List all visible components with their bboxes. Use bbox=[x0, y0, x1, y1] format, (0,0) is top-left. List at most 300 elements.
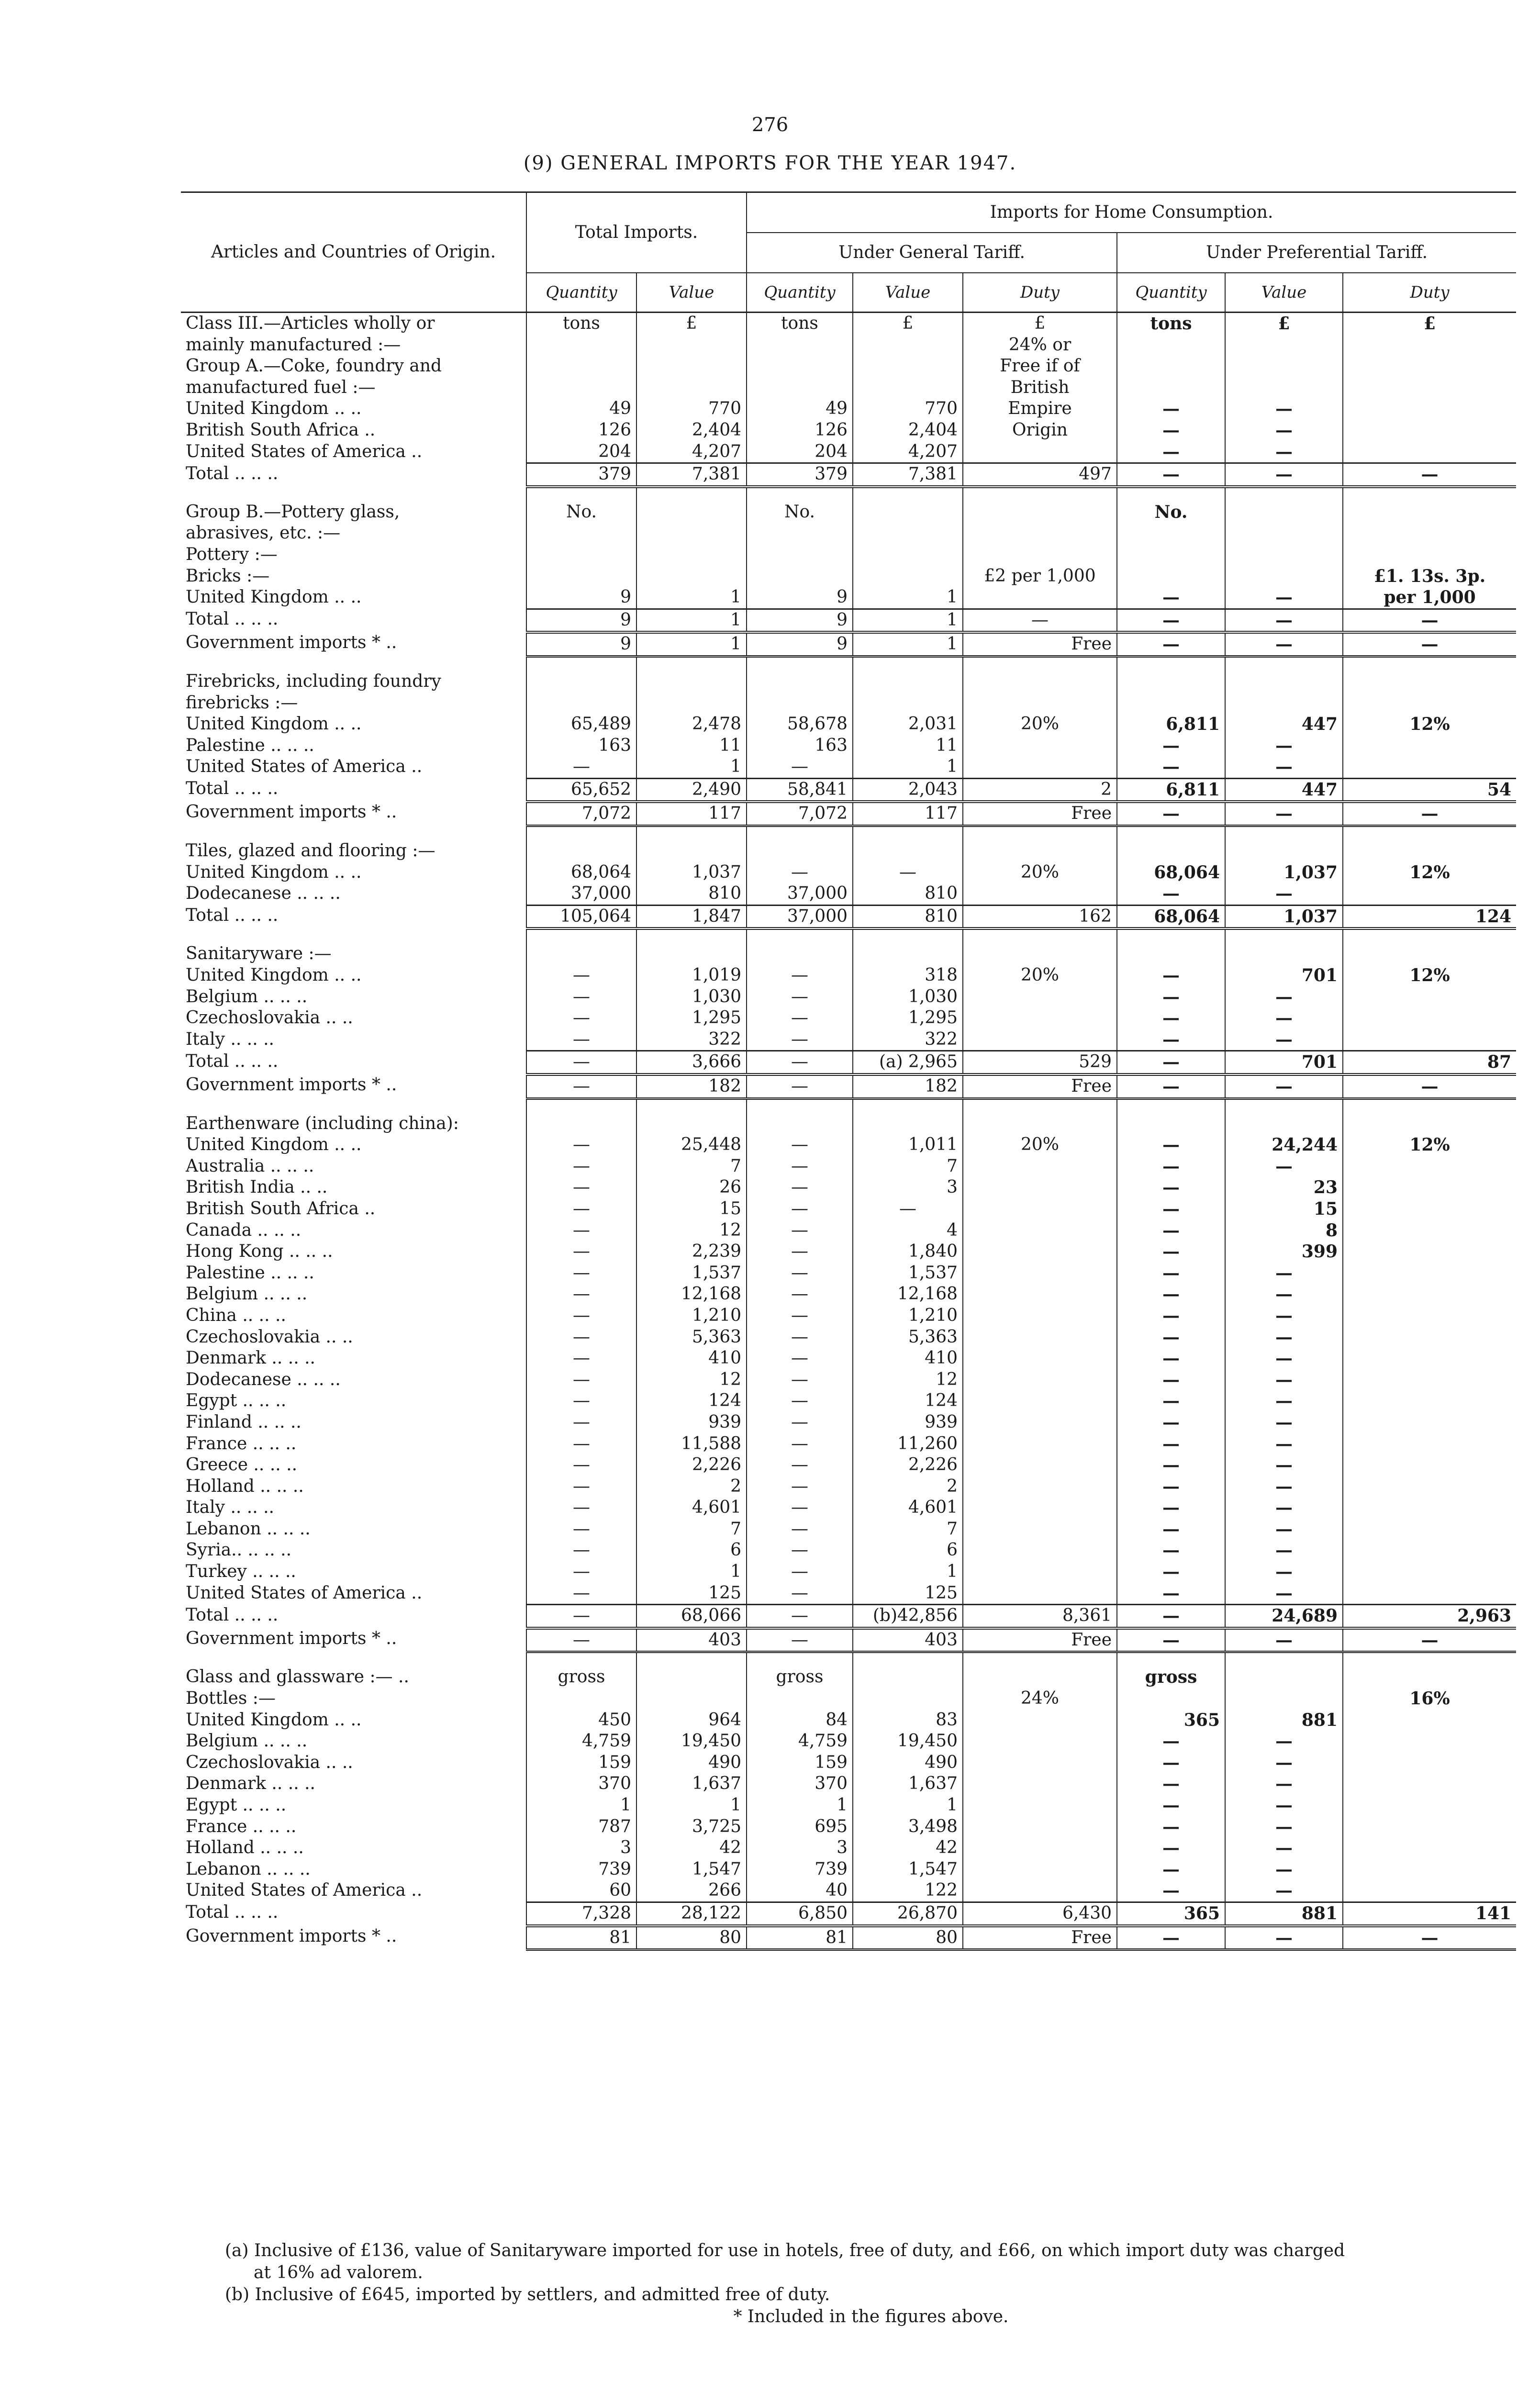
spacer-row bbox=[181, 656, 1516, 671]
cell: 1 bbox=[853, 756, 963, 778]
spacer-row bbox=[181, 487, 1516, 502]
cell: No. bbox=[747, 502, 853, 523]
cell: 6 bbox=[636, 1540, 747, 1561]
cell: 2 bbox=[636, 1476, 747, 1498]
cell bbox=[963, 1816, 1117, 1838]
row-label: Dodecanese .. .. .. bbox=[186, 883, 341, 904]
cell: 68,064 bbox=[1117, 905, 1225, 928]
cell bbox=[963, 671, 1117, 693]
cell: — bbox=[747, 756, 853, 778]
cell: 159 bbox=[526, 1752, 636, 1774]
cell: 16% bbox=[1343, 1688, 1516, 1710]
cell bbox=[963, 756, 1117, 778]
cell: — bbox=[1117, 1816, 1225, 1838]
cell: — bbox=[526, 1561, 636, 1583]
cell: — bbox=[1225, 1390, 1343, 1412]
cell bbox=[1225, 840, 1343, 862]
cell: 739 bbox=[526, 1859, 636, 1880]
cell bbox=[1343, 1454, 1516, 1476]
cell: 1,210 bbox=[853, 1305, 963, 1327]
cell bbox=[1343, 1284, 1516, 1305]
cell bbox=[636, 693, 747, 714]
cell: — bbox=[963, 609, 1117, 632]
cell bbox=[963, 1220, 1117, 1241]
row-label: Palestine .. .. .. bbox=[186, 735, 314, 755]
cell: 80 bbox=[853, 1926, 963, 1950]
cell: — bbox=[1117, 1007, 1225, 1029]
row-label: Glass and glassware :— .. bbox=[186, 1667, 409, 1687]
cell: 2 bbox=[853, 1476, 963, 1498]
cell: 83 bbox=[853, 1710, 963, 1731]
cell: — bbox=[1225, 463, 1343, 487]
row-label: Government imports * .. bbox=[186, 802, 397, 822]
cell: — bbox=[1117, 1773, 1225, 1795]
cell: — bbox=[1117, 1134, 1225, 1156]
cell: — bbox=[1225, 1263, 1343, 1284]
row-label: British India .. .. bbox=[186, 1177, 328, 1197]
row-label: United Kingdom .. .. bbox=[186, 862, 362, 882]
cell bbox=[1343, 1837, 1516, 1859]
cell: — bbox=[747, 1074, 853, 1098]
cell bbox=[1343, 335, 1516, 356]
cell: 4,601 bbox=[853, 1497, 963, 1519]
cell bbox=[526, 335, 636, 356]
cell: 65,652 bbox=[526, 778, 636, 802]
cell: 7,381 bbox=[853, 463, 963, 487]
row-label: Hong Kong .. .. .. bbox=[186, 1241, 333, 1262]
table-row bbox=[181, 398, 1516, 420]
cell: 810 bbox=[853, 905, 963, 928]
header-total-imports: Total Imports. bbox=[526, 193, 747, 273]
cell: £ bbox=[636, 313, 747, 335]
row-label: Class III.—Articles wholly or bbox=[186, 313, 435, 333]
cell bbox=[1117, 671, 1225, 693]
cell: 322 bbox=[853, 1029, 963, 1051]
cell: 26,870 bbox=[853, 1902, 963, 1925]
cell: 68,066 bbox=[636, 1605, 747, 1628]
cell: — bbox=[526, 1156, 636, 1177]
cell: — bbox=[747, 1051, 853, 1074]
cell bbox=[1343, 1263, 1516, 1284]
cell: — bbox=[526, 1241, 636, 1263]
cell: — bbox=[747, 1454, 853, 1476]
cell: — bbox=[1117, 965, 1225, 986]
table-row bbox=[181, 1177, 1516, 1198]
cell: — bbox=[1343, 1628, 1516, 1652]
cell: — bbox=[526, 1134, 636, 1156]
cell: — bbox=[1117, 1605, 1225, 1628]
cell: — bbox=[1117, 1880, 1225, 1902]
cell: 1 bbox=[636, 756, 747, 778]
cell: 4,759 bbox=[526, 1731, 636, 1752]
cell: 58,841 bbox=[747, 778, 853, 802]
cell bbox=[853, 693, 963, 714]
cell: — bbox=[526, 1412, 636, 1433]
cell: — bbox=[526, 1305, 636, 1327]
cell bbox=[963, 1390, 1117, 1412]
cell: 204 bbox=[526, 441, 636, 463]
cell: 4,759 bbox=[747, 1731, 853, 1752]
cell: — bbox=[526, 1583, 636, 1605]
cell: — bbox=[1117, 1369, 1225, 1391]
cell bbox=[636, 377, 747, 399]
cell bbox=[1117, 840, 1225, 862]
cell: — bbox=[1117, 1284, 1225, 1305]
row-label: abrasives, etc. :— bbox=[186, 523, 341, 543]
table-row bbox=[181, 523, 1516, 544]
cell: — bbox=[747, 1134, 853, 1156]
cell bbox=[963, 1540, 1117, 1561]
cell: 1 bbox=[853, 587, 963, 609]
cell: — bbox=[1117, 1859, 1225, 1880]
cell bbox=[963, 1007, 1117, 1029]
cell: £ bbox=[1343, 313, 1516, 335]
cell bbox=[1343, 1305, 1516, 1327]
cell bbox=[1117, 377, 1225, 399]
cell: 54 bbox=[1343, 778, 1516, 802]
cell: 6,850 bbox=[747, 1902, 853, 1925]
cell: — bbox=[1225, 986, 1343, 1008]
cell: 9 bbox=[747, 587, 853, 609]
cell bbox=[963, 1177, 1117, 1198]
government-imports-row bbox=[181, 632, 1516, 656]
cell bbox=[1225, 523, 1343, 544]
cell: 68,064 bbox=[526, 862, 636, 883]
cell bbox=[636, 544, 747, 566]
cell: 1,011 bbox=[853, 1134, 963, 1156]
table-row bbox=[181, 544, 1516, 566]
cell bbox=[963, 1519, 1117, 1540]
table-row bbox=[181, 1348, 1516, 1369]
cell: — bbox=[526, 1051, 636, 1074]
cell: 6,811 bbox=[1117, 714, 1225, 735]
cell: — bbox=[526, 1327, 636, 1348]
cell bbox=[1117, 566, 1225, 587]
cell bbox=[636, 356, 747, 377]
cell: — bbox=[1225, 1731, 1343, 1752]
cell: tons bbox=[747, 313, 853, 335]
cell bbox=[747, 840, 853, 862]
cell bbox=[636, 1688, 747, 1710]
header-articles: Articles and Countries of Origin. bbox=[181, 193, 526, 313]
header-quantity: Quantity bbox=[526, 273, 636, 313]
imports-table bbox=[181, 191, 1516, 1951]
cell: — bbox=[526, 1369, 636, 1391]
header-value: Value bbox=[636, 273, 747, 313]
cell: 939 bbox=[853, 1412, 963, 1433]
cell: — bbox=[526, 1497, 636, 1519]
table-row bbox=[181, 420, 1516, 441]
cell bbox=[1225, 1113, 1343, 1135]
cell bbox=[747, 356, 853, 377]
cell: — bbox=[1225, 1476, 1343, 1498]
table-row bbox=[181, 1880, 1516, 1902]
cell bbox=[1343, 441, 1516, 463]
cell bbox=[853, 544, 963, 566]
cell: 7,381 bbox=[636, 463, 747, 487]
cell: — bbox=[1225, 1007, 1343, 1029]
cell: — bbox=[747, 1198, 853, 1220]
cell: £ bbox=[963, 313, 1117, 335]
cell: 1,537 bbox=[636, 1263, 747, 1284]
table-row bbox=[181, 1816, 1516, 1838]
cell bbox=[963, 1327, 1117, 1348]
cell bbox=[963, 1433, 1117, 1455]
cell bbox=[963, 1773, 1117, 1795]
cell: 3 bbox=[853, 1177, 963, 1198]
cell bbox=[963, 1752, 1117, 1774]
row-label: firebricks :— bbox=[186, 693, 298, 713]
cell: 11 bbox=[853, 735, 963, 757]
cell: — bbox=[1117, 1305, 1225, 1327]
table-row bbox=[181, 313, 1516, 335]
cell: 3 bbox=[526, 1837, 636, 1859]
cell: — bbox=[747, 1433, 853, 1455]
cell: 379 bbox=[526, 463, 636, 487]
cell: — bbox=[1225, 1305, 1343, 1327]
spacer-row bbox=[181, 826, 1516, 841]
cell: — bbox=[1117, 1561, 1225, 1583]
cell: — bbox=[1117, 986, 1225, 1008]
cell bbox=[1343, 1583, 1516, 1605]
row-label: Denmark .. .. .. bbox=[186, 1348, 315, 1368]
row-label: mainly manufactured :— bbox=[186, 335, 401, 355]
cell: 1,637 bbox=[853, 1773, 963, 1795]
cell: 12% bbox=[1343, 714, 1516, 735]
cell bbox=[1225, 544, 1343, 566]
cell bbox=[853, 566, 963, 587]
cell: — bbox=[747, 1177, 853, 1198]
row-label: Italy .. .. .. bbox=[186, 1029, 274, 1049]
cell bbox=[1117, 544, 1225, 566]
cell: 42 bbox=[853, 1837, 963, 1859]
cell: 204 bbox=[747, 441, 853, 463]
cell: — bbox=[1117, 1220, 1225, 1241]
cell: — bbox=[1343, 1926, 1516, 1950]
cell bbox=[636, 1666, 747, 1688]
cell bbox=[1343, 1752, 1516, 1774]
cell: — bbox=[1225, 1327, 1343, 1348]
cell: 87 bbox=[1343, 1051, 1516, 1074]
cell bbox=[747, 544, 853, 566]
cell: gross bbox=[1117, 1666, 1225, 1688]
cell: 124 bbox=[636, 1390, 747, 1412]
cell: 410 bbox=[636, 1348, 747, 1369]
cell: 24% or bbox=[963, 335, 1117, 356]
cell bbox=[1343, 544, 1516, 566]
spacer-row bbox=[181, 928, 1516, 943]
cell: 447 bbox=[1225, 714, 1343, 735]
cell: 1,537 bbox=[853, 1263, 963, 1284]
cell: No. bbox=[526, 502, 636, 523]
table-row bbox=[181, 356, 1516, 377]
cell: 1,037 bbox=[636, 862, 747, 883]
table-row bbox=[181, 1113, 1516, 1135]
cell: — bbox=[1117, 587, 1225, 609]
cell: — bbox=[1225, 587, 1343, 609]
cell bbox=[1117, 1113, 1225, 1135]
cell bbox=[1343, 1880, 1516, 1902]
cell: 1 bbox=[636, 1795, 747, 1816]
cell bbox=[1343, 1710, 1516, 1731]
cell: — bbox=[526, 1177, 636, 1198]
row-label: United Kingdom .. .. bbox=[186, 1710, 362, 1730]
cell bbox=[526, 566, 636, 587]
cell: 126 bbox=[747, 420, 853, 441]
table-row bbox=[181, 1263, 1516, 1284]
cell bbox=[1225, 502, 1343, 523]
cell bbox=[1343, 943, 1516, 965]
footnote-star: * Included in the figures above. bbox=[733, 2307, 1009, 2326]
row-label: Total .. .. .. bbox=[186, 1051, 279, 1071]
cell: 810 bbox=[853, 883, 963, 905]
table-row bbox=[181, 671, 1516, 693]
cell: — bbox=[853, 862, 963, 883]
cell: — bbox=[1117, 1051, 1225, 1074]
cell bbox=[636, 502, 747, 523]
cell: 3,666 bbox=[636, 1051, 747, 1074]
cell: 141 bbox=[1343, 1902, 1516, 1925]
cell: 7 bbox=[853, 1519, 963, 1540]
row-label: United Kingdom .. .. bbox=[186, 714, 362, 734]
cell: 403 bbox=[636, 1628, 747, 1652]
cell: — bbox=[747, 1220, 853, 1241]
cell bbox=[1343, 1497, 1516, 1519]
cell: 1,019 bbox=[636, 965, 747, 986]
table-row bbox=[181, 1773, 1516, 1795]
cell bbox=[747, 943, 853, 965]
row-label: Australia .. .. .. bbox=[186, 1156, 314, 1176]
cell: — bbox=[747, 1540, 853, 1561]
cell: — bbox=[747, 965, 853, 986]
cell: — bbox=[526, 1029, 636, 1051]
cell: tons bbox=[526, 313, 636, 335]
cell bbox=[526, 523, 636, 544]
cell bbox=[1343, 1029, 1516, 1051]
cell: — bbox=[1117, 1519, 1225, 1540]
cell: — bbox=[1225, 735, 1343, 757]
table-row bbox=[181, 1688, 1516, 1710]
cell bbox=[853, 377, 963, 399]
cell: 37,000 bbox=[747, 883, 853, 905]
cell bbox=[1225, 943, 1343, 965]
cell: Free if of bbox=[963, 356, 1117, 377]
cell: 23 bbox=[1225, 1177, 1343, 1198]
cell: 490 bbox=[853, 1752, 963, 1774]
cell bbox=[1225, 377, 1343, 399]
cell: 2,239 bbox=[636, 1241, 747, 1263]
table-row bbox=[181, 1220, 1516, 1241]
cell: — bbox=[747, 1390, 853, 1412]
cell: 7,328 bbox=[526, 1902, 636, 1925]
cell bbox=[1225, 1688, 1343, 1710]
cell: £ bbox=[853, 313, 963, 335]
cell: 15 bbox=[1225, 1198, 1343, 1220]
cell: — bbox=[526, 1074, 636, 1098]
row-label: Earthenware (including china): bbox=[186, 1113, 459, 1133]
row-label: Belgium .. .. .. bbox=[186, 1731, 308, 1751]
cell bbox=[526, 943, 636, 965]
cell: Free bbox=[963, 802, 1117, 826]
cell bbox=[1343, 1666, 1516, 1688]
cell bbox=[1117, 1688, 1225, 1710]
cell: 3,498 bbox=[853, 1816, 963, 1838]
cell: 1,295 bbox=[636, 1007, 747, 1029]
cell bbox=[526, 377, 636, 399]
cell: 5,363 bbox=[636, 1327, 747, 1348]
total-row bbox=[181, 778, 1516, 802]
cell: 403 bbox=[853, 1628, 963, 1652]
cell: 58,678 bbox=[747, 714, 853, 735]
header-value: Value bbox=[853, 273, 963, 313]
cell: 266 bbox=[636, 1880, 747, 1902]
cell bbox=[853, 671, 963, 693]
row-label: Group B.—Pottery glass, bbox=[186, 502, 400, 522]
cell: — bbox=[1225, 1926, 1343, 1950]
row-label: Greece .. .. .. bbox=[186, 1455, 298, 1475]
table-row bbox=[181, 1327, 1516, 1348]
cell: 2,963 bbox=[1343, 1605, 1516, 1628]
cell: 40 bbox=[747, 1880, 853, 1902]
table-row bbox=[181, 693, 1516, 714]
cell: 1 bbox=[526, 1795, 636, 1816]
cell: 28,122 bbox=[636, 1902, 747, 1925]
table-row bbox=[181, 1561, 1516, 1583]
cell: — bbox=[1225, 883, 1343, 905]
cell: 24,689 bbox=[1225, 1605, 1343, 1628]
cell: 365 bbox=[1117, 1902, 1225, 1925]
row-label: China .. .. .. bbox=[186, 1305, 286, 1325]
cell: — bbox=[1117, 1628, 1225, 1652]
cell: 450 bbox=[526, 1710, 636, 1731]
cell: — bbox=[747, 1241, 853, 1263]
cell bbox=[526, 671, 636, 693]
cell: 7 bbox=[853, 1156, 963, 1177]
cell: — bbox=[1117, 420, 1225, 441]
cell bbox=[963, 523, 1117, 544]
cell: Free bbox=[963, 1074, 1117, 1098]
cell: — bbox=[1225, 420, 1343, 441]
cell bbox=[963, 735, 1117, 757]
cell bbox=[1343, 986, 1516, 1008]
cell: — bbox=[853, 1198, 963, 1220]
table-row bbox=[181, 1837, 1516, 1859]
cell bbox=[1343, 1731, 1516, 1752]
cell: 770 bbox=[636, 398, 747, 420]
cell: 810 bbox=[636, 883, 747, 905]
table-row bbox=[181, 756, 1516, 778]
cell: — bbox=[1117, 1752, 1225, 1774]
row-label: Total .. .. .. bbox=[186, 1902, 279, 1923]
cell: £2 per 1,000 bbox=[963, 566, 1117, 587]
table-row bbox=[181, 735, 1516, 757]
row-label: Palestine .. .. .. bbox=[186, 1263, 314, 1283]
cell: 1 bbox=[747, 1795, 853, 1816]
government-imports-row bbox=[181, 802, 1516, 826]
cell: 20% bbox=[963, 862, 1117, 883]
cell: 12 bbox=[636, 1220, 747, 1241]
cell bbox=[1117, 693, 1225, 714]
cell: 84 bbox=[747, 1710, 853, 1731]
cell: 881 bbox=[1225, 1710, 1343, 1731]
cell: — bbox=[1225, 1880, 1343, 1902]
row-label: Bricks :— bbox=[186, 566, 270, 586]
cell: 1 bbox=[636, 587, 747, 609]
cell: — bbox=[747, 1263, 853, 1284]
header-quantity: Quantity bbox=[1117, 273, 1225, 313]
cell: — bbox=[747, 1284, 853, 1305]
row-label: Czechoslovakia .. .. bbox=[186, 1008, 353, 1028]
